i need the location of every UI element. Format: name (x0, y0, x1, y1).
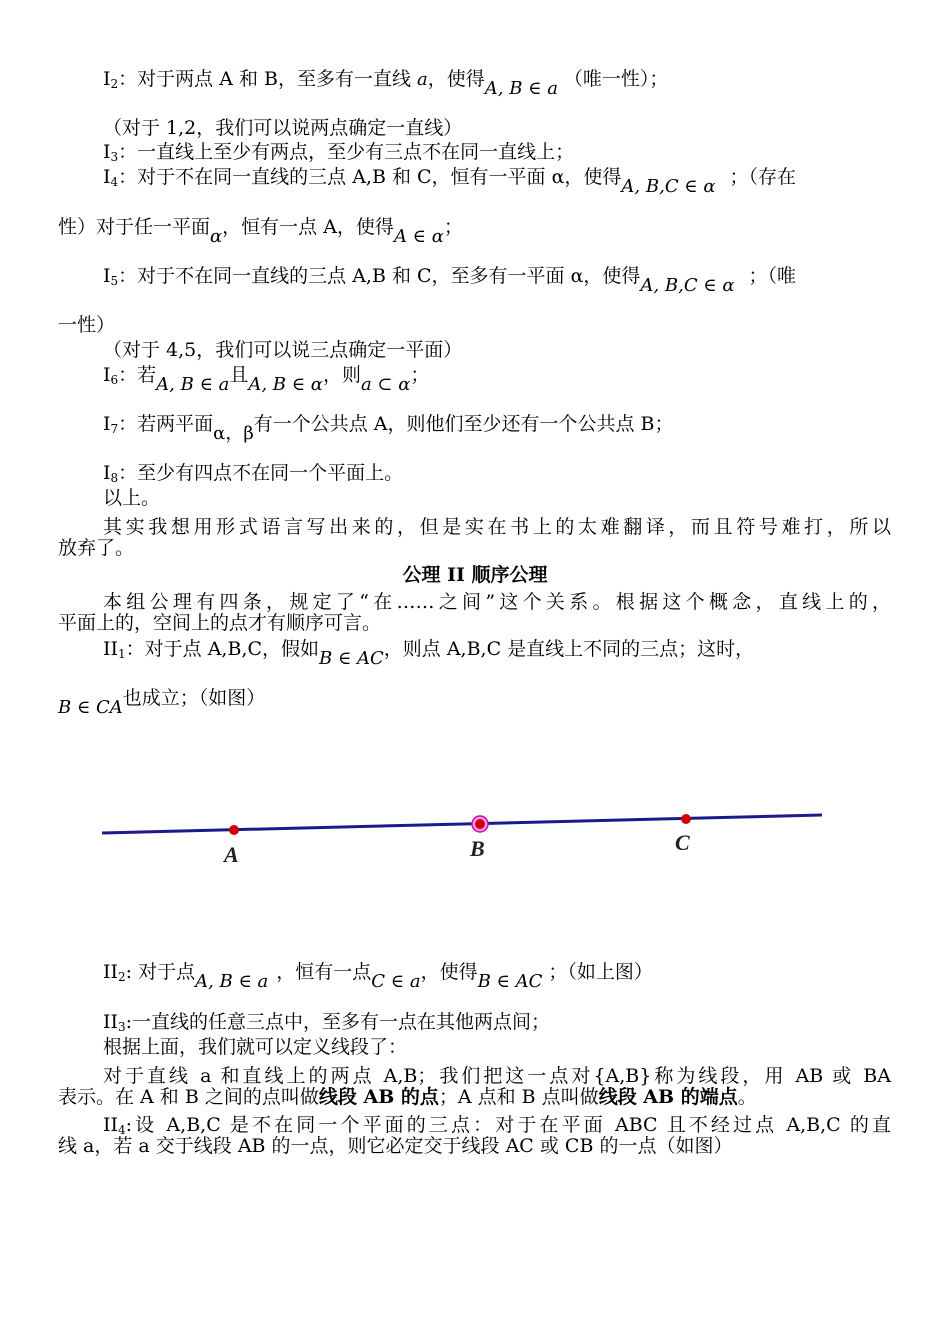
axiom-i3: $I_3$：一直线上至少有两点，至少有三点不在同一直线上； (103, 141, 575, 164)
axiom-i2: $I_2$：对于两点 A 和 B，至多有一直线 a，使得A, B ∈ a （唯一性）； (103, 68, 669, 99)
segment-def-line-1: 对于直线 a 和直线上的两点 A,B；我们把这一点对{A,B}称为线段，用 AB 或 BA (103, 1065, 891, 1087)
axiom-i6: $I_6$：若A, B ∈ a且A, B ∈ α，则a ⊂ α； (103, 364, 430, 395)
axiom-i4-cont: 性）对于任一平面α，恒有一点 A，使得A ∈ α； (58, 216, 463, 247)
axiom-ii4-cont: 线 a，若 a 交于线段 AB 的一点，则它必定交于线段 AC 或 CB 的一点（如图） (58, 1135, 733, 1157)
intro-line-2: 平面上的，空间上的点才有顺序可言。 (58, 612, 382, 634)
axiom-i7: $I_7$：若两平面α，β有一个公共点 A，则他们至少还有一个公共点 B； (103, 413, 674, 444)
point-c (681, 814, 691, 824)
segment-def-line-2: 表示。在 A 和 B 之间的点叫做线段 AB 的点；A 点和 B 点叫做线段 AB 的端点。 (58, 1086, 757, 1108)
axiom-ii2: $II_2$: 对于点A, B ∈ a ，恒有一点C ∈ a，使得B ∈ AC ；（如上图） (103, 961, 653, 992)
note-three-points: （对于 4,5，我们可以说三点确定一平面） (103, 339, 463, 361)
line-figure (0, 790, 950, 880)
point-b (475, 819, 485, 829)
point-a (229, 825, 239, 835)
axiom-ii3: $II_3$:一直线的任意三点中，至多有一点在其他两点间； (103, 1011, 551, 1034)
axiom-i4: $I_4$：对于不在同一直线的三点 A,B 和 C，恒有一平面 α，使得A, B,C ∈ α ；（存在 (103, 166, 797, 197)
axiom-i5: $I_5$：对于不在同一直线的三点 A,B 和 C，至多有一平面 α，使得A, B,C ∈ α ；（唯 (103, 265, 797, 296)
comment-line-2: 放弃了。 (58, 537, 135, 559)
end-note: 以上。 (103, 487, 161, 509)
segment-intro: 根据上面，我们就可以定义线段了： (103, 1036, 408, 1058)
line-a (102, 815, 822, 833)
axiom-ii1: $II_1$：对于点 A,B,C，假如B ∈ AC，则点 A,B,C 是直线上不同的三点；这时， (103, 638, 755, 669)
comment-line-1: 其实我想用形式语言写出来的，但是实在书上的太难翻译，而且符号难打，所以 (103, 516, 891, 538)
axiom-ii1-cont: B ∈ CA也成立；（如图） (58, 687, 266, 718)
intro-line-1: 本组公理有四条，规定了“在……之间”这个关系。根据这个概念，直线上的， (103, 591, 891, 613)
axiom-i8: $I_8$：至少有四点不在同一个平面上。 (103, 462, 404, 485)
label-a: A (224, 842, 239, 867)
label-b: B (470, 836, 485, 861)
axiom-ii4: $II_4$:设 A,B,C 是不在同一个平面的三点：对于在平面 ABC 且不经过点 A,B,C 的直 (103, 1114, 891, 1137)
note-two-points: （对于 1,2，我们可以说两点确定一直线） (103, 117, 463, 139)
label-c: C (675, 830, 690, 855)
section-heading: 公理 II 顺序公理 (402, 564, 548, 586)
axiom-i5-cont: 一性） (58, 314, 116, 336)
